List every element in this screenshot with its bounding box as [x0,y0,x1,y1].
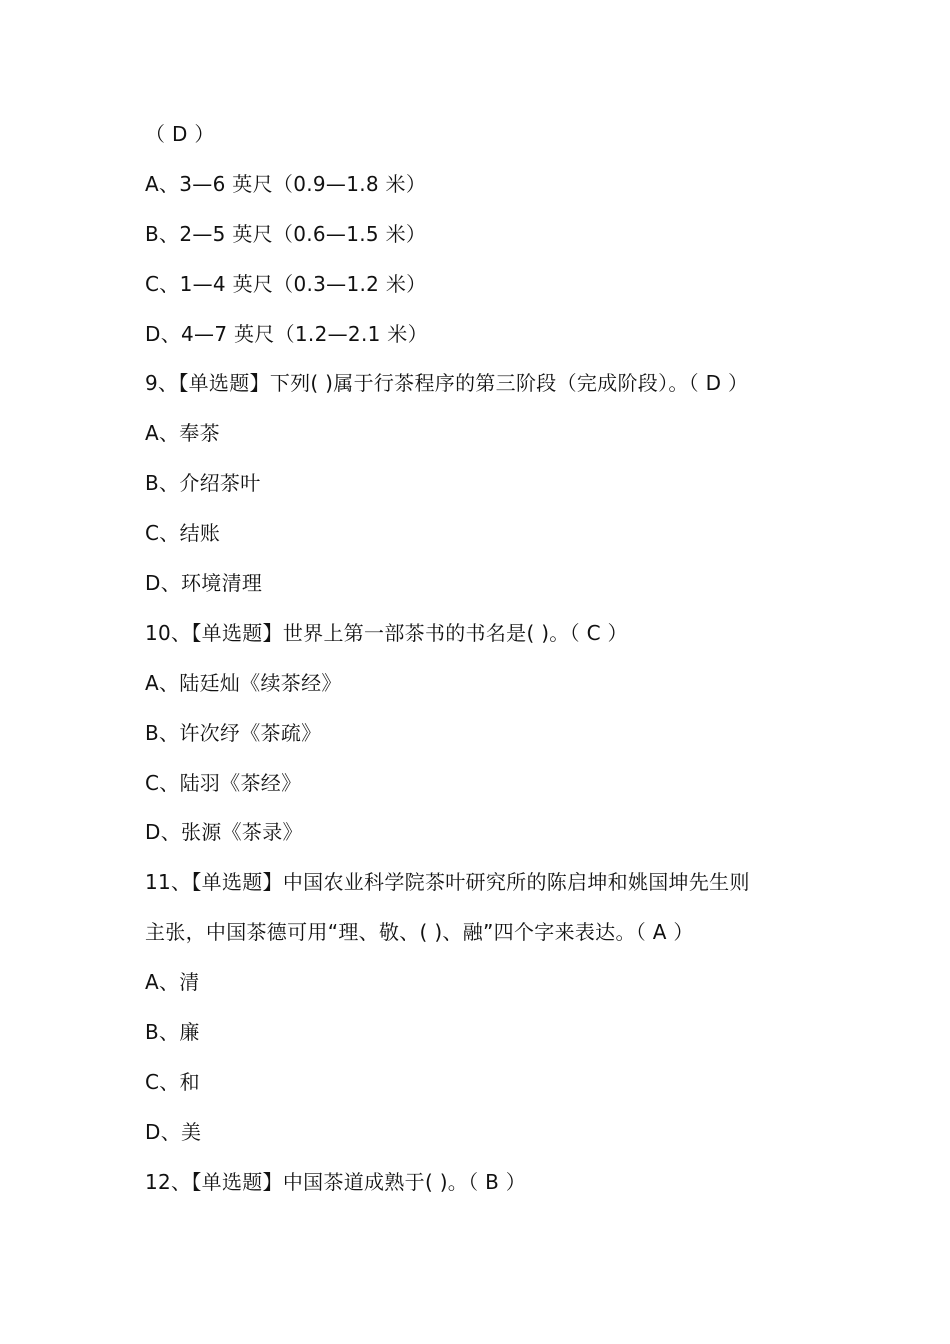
option-b-q9: B、介绍茶叶 [145,471,261,496]
answer-line-q8: （ D ） [145,122,215,146]
option-b-q8: B、2—5 英尺（0.6—1.5 米） [145,221,427,246]
option-c-q10: C、陆羽《茶经》 [145,770,302,795]
option-b-q10: B、许次纾《茶疏》 [145,720,322,745]
option-a-q9: A、奉茶 [145,421,220,446]
question-list [145,110,825,1208]
option-a-q8: A、3—6 英尺（0.9—1.8 米） [145,171,427,196]
option-c-q8: C、1—4 英尺（0.3—1.2 米） [145,271,427,296]
option-d-q9: D、环境清理 [145,571,263,596]
question-12: 12、【单选题】中国茶道成熟于( )。（ B ） [145,1169,527,1194]
option-c-q9: C、结账 [145,521,221,546]
question-10: 10、【单选题】世界上第一部茶书的书名是( )。（ C ） [145,620,628,645]
option-c-q11: C、和 [145,1069,200,1094]
question-11-line-1: 11、【单选题】中国农业科学院茶叶研究所的陈启坤和姚国坤先生则 [145,870,750,895]
option-b-q11: B、廉 [145,1020,200,1045]
option-d-q10: D、张源《茶录》 [145,820,303,845]
question-11-line-2: 主张，中国茶德可用“理、敬、( )、融”四个字来表达。（ A ） [145,920,694,945]
option-d-q11: D、美 [145,1119,202,1144]
option-a-q11: A、清 [145,970,200,995]
option-d-q8: D、4—7 英尺（1.2—2.1 米） [145,321,428,346]
question-9: 9、【单选题】下列( )属于行茶程序的第三阶段（完成阶段）。（ D ） [145,371,749,396]
option-a-q10: A、陆廷灿《续茶经》 [145,670,342,695]
